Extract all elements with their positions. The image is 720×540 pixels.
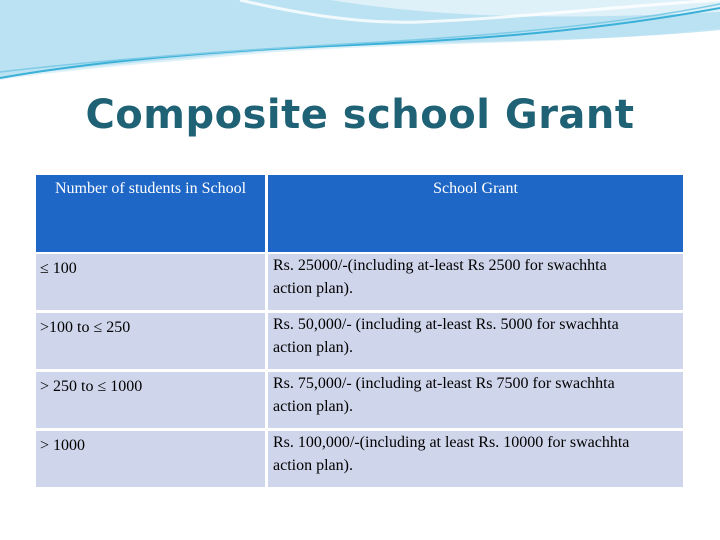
grant-cell: Rs. 50,000/- (including at-least Rs. 5000 for swachhta action plan). [268,310,683,369]
grant-cell: Rs. 75,000/- (including at-least Rs 7500 for swachhta action plan). [268,369,683,428]
table-row [36,428,683,487]
students-cell: ≤ 100 [36,252,268,310]
grant-cell: Rs. 100,000/-(including at least Rs. 10000 for swachhta action plan). [268,428,683,487]
students-cell: > 250 to ≤ 1000 [36,369,268,428]
header-grant: School Grant [268,175,683,252]
table-row [36,252,683,310]
grant-table [36,175,683,487]
grant-cell: Rs. 25000/-(including at-least Rs 2500 for swachhta action plan). [268,252,683,310]
table-row [36,310,683,369]
page-title: Composite school Grant [85,92,635,138]
students-cell: >100 to ≤ 250 [36,310,268,369]
table-header-row [36,175,683,252]
table-row [36,369,683,428]
students-cell: > 1000 [36,428,268,487]
header-wave-decoration [0,0,720,90]
header-students: Number of students in School [36,175,268,252]
